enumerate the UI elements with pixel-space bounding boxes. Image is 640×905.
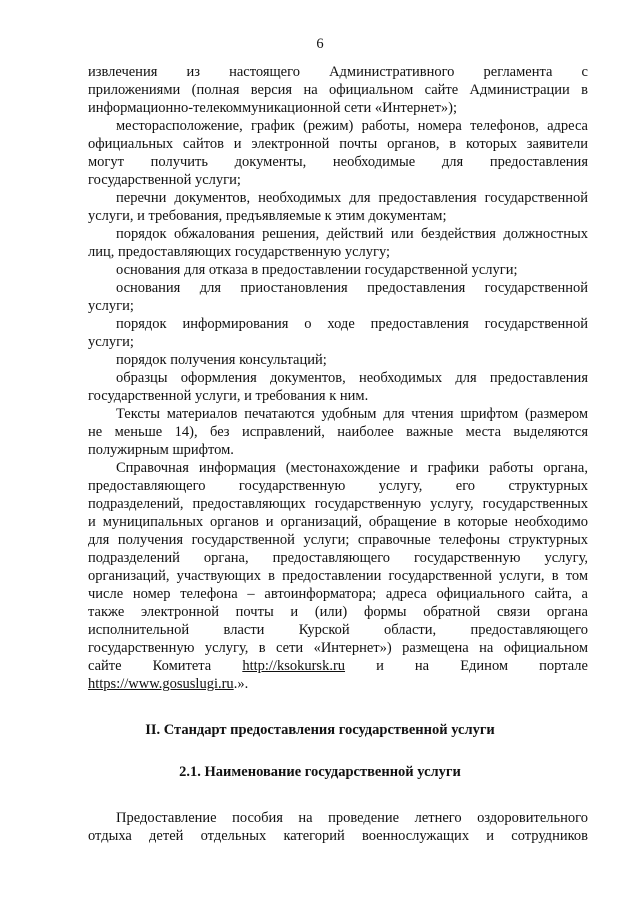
text-line: официальных сайтов и электронной почты органов, в которых заявители bbox=[88, 136, 588, 152]
site-line bbox=[88, 658, 588, 675]
ksokursk-link[interactable]: http://ksokursk.ru bbox=[242, 658, 346, 674]
text-line: и муниципальных органов и организаций, обращение в которые необходимо bbox=[88, 514, 588, 530]
gosuslugi-line bbox=[88, 676, 588, 693]
and-word: и bbox=[376, 658, 384, 674]
text-line: основания для отказа в предоставлении государственной услуги; bbox=[116, 262, 518, 278]
text-line: предоставляющего государственную услугу, его структурных bbox=[88, 478, 588, 494]
site-word: сайте bbox=[88, 658, 122, 674]
text-line: государственную услугу, в сети «Интернет») размещена на официальном bbox=[88, 640, 588, 656]
final-line-1: Предоставление пособия на проведение летнего оздоровительного bbox=[116, 810, 588, 826]
text-line: порядок обжалования решения, действий или бездействия должностных bbox=[116, 226, 588, 242]
text-line: Тексты материалов печатаются удобным для чтения шрифтом (размером bbox=[116, 406, 588, 422]
gosuslugi-link[interactable]: https://www.gosuslugi.ru bbox=[88, 676, 234, 692]
text-line: также электронной почты и (или) формы обратной связи органа bbox=[88, 604, 588, 620]
text-line: услуги, и требования, предъявляемые к этим документам; bbox=[88, 208, 447, 224]
on-word: на bbox=[414, 658, 430, 674]
page-number: 6 bbox=[316, 36, 324, 52]
text-line: порядок информирования о ходе предоставления государственной bbox=[116, 316, 588, 332]
text-line: подразделений, предоставляющих государственную услугу, государственных bbox=[88, 496, 588, 512]
text-line: государственной услуги, и требования к ним. bbox=[88, 388, 369, 404]
text-line: порядок получения консультаций; bbox=[116, 352, 327, 368]
text-line: подразделений органа, предоставляющего государственную услугу, bbox=[88, 550, 588, 566]
text-line: образцы оформления документов, необходимых для предоставления bbox=[116, 370, 588, 386]
text-line: государственной услуги; bbox=[88, 172, 241, 188]
text-line: Справочная информация (местонахождение и графики работы органа, bbox=[116, 460, 588, 476]
text-line: лиц, предоставляющих государственную услугу; bbox=[88, 244, 391, 260]
section-heading: II. Стандарт предоставления государственной услуги bbox=[145, 722, 495, 738]
text-line: информационно-телекоммуникационной сети «Интернет»); bbox=[88, 100, 458, 116]
final-line-2: отдыха детей отдельных категорий военнослужащих и сотрудников bbox=[88, 828, 588, 844]
subsection-heading: 2.1. Наименование государственной услуги bbox=[179, 764, 461, 780]
text-line: приложениями (полная версия на официальном сайте Администрации в bbox=[88, 82, 588, 98]
committee-word: Комитета bbox=[152, 658, 212, 674]
text-line: основания для приостановления предоставления государственной bbox=[116, 280, 588, 296]
text-line: извлечения из настоящего Административного регламента с bbox=[88, 64, 588, 80]
text-line: услуги; bbox=[88, 298, 134, 314]
gosuslugi-suffix: .». bbox=[233, 676, 249, 692]
text-line: месторасположение, график (режим) работы, номера телефонов, адреса bbox=[116, 118, 588, 134]
text-line: перечни документов, необходимых для предоставления государственной bbox=[116, 190, 588, 206]
text-line: организаций, участвующих в предоставлении государственной услуги, в том bbox=[88, 568, 588, 584]
text-line: исполнительной власти Курской области, предоставляющего bbox=[88, 622, 588, 638]
single-word: Едином bbox=[460, 658, 509, 674]
text-line: не меньше 14), без исправлений, наиболее важные места выделяются bbox=[88, 424, 588, 440]
text-line: для получения государственной услуги; справочные телефоны структурных bbox=[88, 532, 588, 548]
text-line: числе номер телефона – автоинформатора; адреса официального сайта, а bbox=[88, 586, 588, 602]
text-line: услуги; bbox=[88, 334, 134, 350]
text-line: полужирным шрифтом. bbox=[88, 442, 234, 458]
portal-word: портале bbox=[539, 658, 588, 674]
text-line: могут получить документы, необходимые для предоставления bbox=[88, 154, 588, 170]
